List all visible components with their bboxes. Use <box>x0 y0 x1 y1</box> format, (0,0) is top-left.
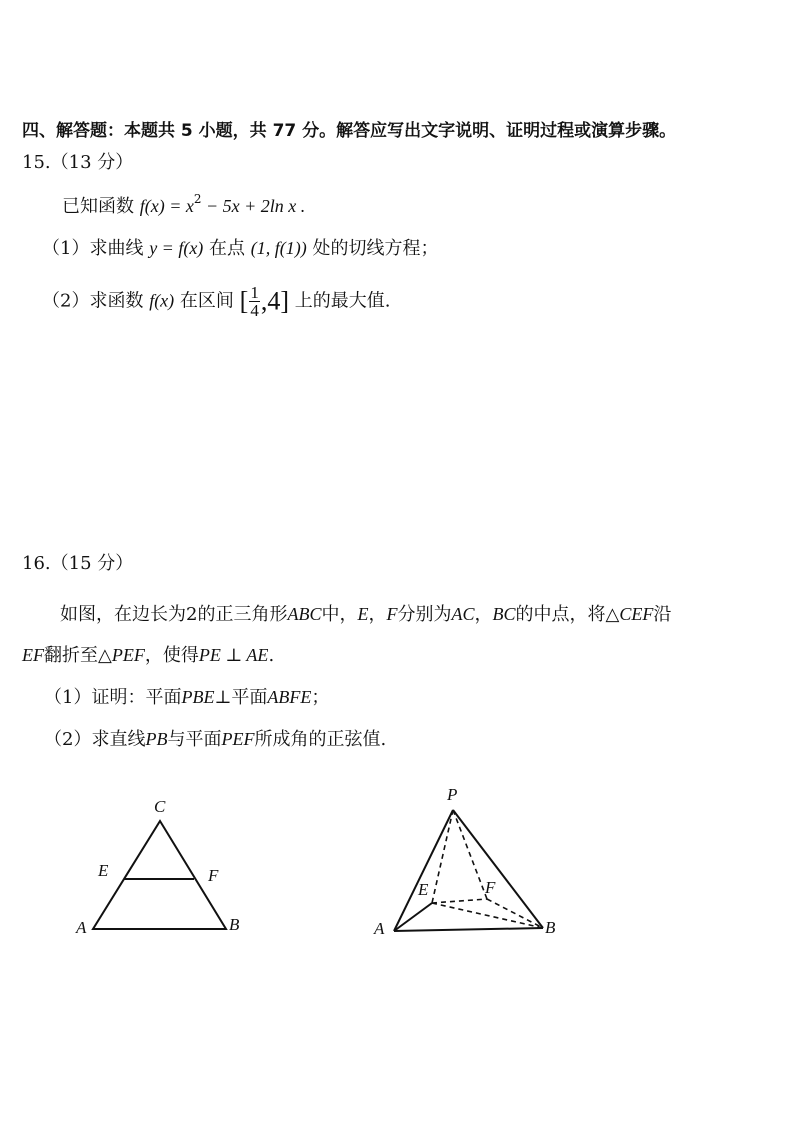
q15-interval-open: [ <box>239 286 249 316</box>
triangle-abc-outline <box>93 821 226 929</box>
q16-para1-e: 分别为 <box>397 604 452 625</box>
q16-segment-ac: AC <box>451 604 475 624</box>
edge-pb <box>453 810 543 928</box>
q16-para2-c: . <box>268 645 275 666</box>
q16-para2-a: 翻折至△ <box>44 645 112 666</box>
q15-function-eq: = x <box>164 196 194 216</box>
q16-line-pb: PB <box>145 729 168 749</box>
q15-function-arg: (x) <box>144 196 165 216</box>
q15-fraction-denominator: 4 <box>250 301 259 320</box>
q16-segment-bc: BC <box>492 604 516 624</box>
q15-function-exponent: 2 <box>193 192 202 206</box>
q16-number: 16. <box>22 553 51 574</box>
q15-part2-label: （2）求函数 <box>42 290 144 312</box>
q16-part2-mid: 与平面 <box>167 729 222 750</box>
label-b-left: B <box>229 915 240 934</box>
q16-part2-tail: 所成角的正弦值. <box>254 729 387 750</box>
edge-pa <box>394 810 453 931</box>
label-e-left: E <box>98 861 109 880</box>
q16-triangle-abc: ABC <box>287 604 322 624</box>
label-p: P <box>447 785 458 804</box>
q16-part1-perp: ⊥平面 <box>214 687 268 708</box>
q16-part1-label: （1）证明：平面 <box>44 687 182 708</box>
q16-para1-f: ， <box>474 604 493 625</box>
q15-part1-expr: y = f(x) <box>149 238 204 258</box>
q16-triangle-cef: CEF <box>619 604 654 624</box>
q15-part2-tail: 上的最大值. <box>294 290 391 312</box>
q15-part2-expr: f(x) <box>149 290 175 311</box>
q15-part1-mid: 在点 <box>209 238 246 259</box>
q15-part1-tail: 处的切线方程； <box>312 238 439 259</box>
edge-fb <box>487 899 543 928</box>
q16-side-length: 2 <box>186 604 198 625</box>
q16-para1-g: 的中点，将△ <box>515 604 620 625</box>
q15-part1-label: （1）求曲线 <box>42 238 144 259</box>
q16-para1-d: ， <box>368 604 387 625</box>
q15-score: （13 分） <box>50 152 134 173</box>
label-f-right: F <box>485 878 496 897</box>
q15-part2-mid: 在区间 <box>179 290 234 312</box>
q15-intro-text: 已知函数 <box>62 196 134 217</box>
q16-part1-tail: ； <box>311 687 330 708</box>
q16-plane-pbe: PBE <box>181 687 215 707</box>
q16-score: （15 分） <box>50 553 134 574</box>
section-heading: 四、解答题：本题共 5 小题，共 77 分。解答应写出文字说明、证明过程或演算步骤。 <box>22 121 677 141</box>
label-c: C <box>154 797 166 816</box>
q16-para2-b: ，使得 <box>144 645 199 666</box>
q16-condition: PE ⊥ AE <box>198 645 269 665</box>
label-e-right: E <box>418 880 429 899</box>
figure-left-triangle <box>75 797 240 937</box>
q15-function-rest: − 5x + 2ln x . <box>201 196 306 216</box>
q15-part1-point: (1, f(1)) <box>250 238 307 258</box>
label-b-right: B <box>545 918 556 937</box>
q16-part2-label: （2）求直线 <box>44 729 146 750</box>
figure-right-pyramid <box>373 785 556 938</box>
q16-plane-pef: PEF <box>221 729 255 749</box>
q16-triangle-pef: PEF <box>111 645 145 665</box>
label-a-right: A <box>374 919 385 938</box>
q16-para1-b: 的正三角形 <box>197 604 288 625</box>
q16-segment-ef: EF <box>22 645 44 665</box>
edge-ae <box>394 903 432 931</box>
q16-point-f: F <box>386 604 398 624</box>
edge-pe <box>432 810 453 903</box>
edge-ab <box>394 928 543 931</box>
edge-ef <box>432 899 487 903</box>
label-f-left: F <box>208 866 219 885</box>
q16-point-e: E <box>357 604 369 624</box>
q15-function-name: f <box>139 196 145 216</box>
label-a-left: A <box>76 918 87 937</box>
q15-number: 15. <box>22 152 51 173</box>
q16-para1-h: 沿 <box>653 604 672 625</box>
q15-interval-close: ,4] <box>260 286 289 316</box>
q16-plane-abfe: ABFE <box>267 687 312 707</box>
q16-para1-c: 中， <box>321 604 358 625</box>
q15-fraction-numerator: 1 <box>250 283 259 302</box>
edge-pf <box>453 810 487 899</box>
q16-para1-a: 如图，在边长为 <box>60 604 186 625</box>
